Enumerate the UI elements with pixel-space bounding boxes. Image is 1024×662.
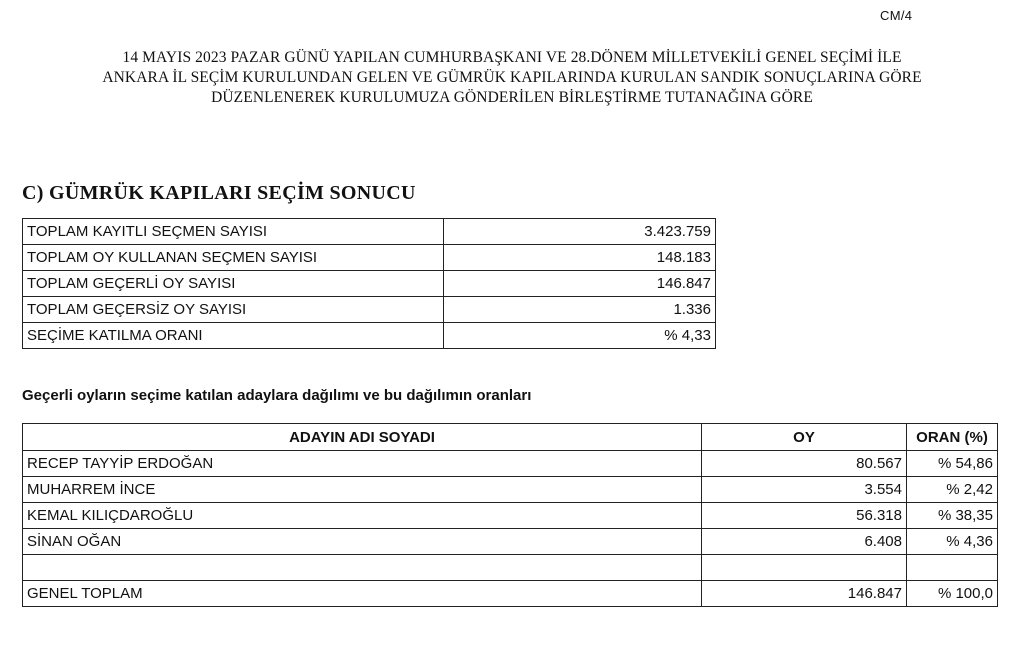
summary-row <box>23 271 716 297</box>
header-candidate-name: ADAYIN ADI SOYADI <box>23 424 702 451</box>
total-votes: 146.847 <box>702 581 907 607</box>
candidate-ratio: % 54,86 <box>907 451 998 477</box>
header-line-3: DÜZENLENEREK KURULUMUZA GÖNDERİLEN BİRLEŞTİRME TUTANAĞINA GÖRE <box>211 89 813 106</box>
table-row <box>23 503 998 529</box>
summary-row <box>23 323 716 349</box>
document-code: CM/4 <box>880 8 913 23</box>
summary-row <box>23 297 716 323</box>
summary-table <box>22 218 716 349</box>
candidate-votes: 6.408 <box>702 529 907 555</box>
candidate-ratio: % 38,35 <box>907 503 998 529</box>
summary-label: TOPLAM GEÇERLİ OY SAYISI <box>23 271 444 297</box>
candidate-votes <box>702 555 907 581</box>
header-ratio: ORAN (%) <box>907 424 998 451</box>
table-row <box>23 451 998 477</box>
header-votes: OY <box>702 424 907 451</box>
summary-value: 148.183 <box>444 245 716 271</box>
table-header-row <box>23 424 998 451</box>
summary-value: 3.423.759 <box>444 219 716 245</box>
candidate-name <box>23 555 702 581</box>
empty-table-row <box>23 555 998 581</box>
summary-value: 1.336 <box>444 297 716 323</box>
summary-row <box>23 219 716 245</box>
table-row <box>23 529 998 555</box>
summary-label: SEÇİME KATILMA ORANI <box>23 323 444 349</box>
candidate-votes: 80.567 <box>702 451 907 477</box>
header-line-2: ANKARA İL SEÇİM KURULUNDAN GELEN VE GÜMRÜK KAPILARINDA KURULAN SANDIK SONUÇLARINA GÖRE <box>102 69 922 86</box>
distribution-caption: Geçerli oyların seçime katılan adaylara dağılımı ve bu dağılımın oranları <box>22 387 532 404</box>
summary-label: TOPLAM GEÇERSİZ OY SAYISI <box>23 297 444 323</box>
total-row <box>23 581 998 607</box>
total-ratio: % 100,0 <box>907 581 998 607</box>
candidate-distribution-table <box>22 423 998 607</box>
total-label: GENEL TOPLAM <box>23 581 702 607</box>
candidate-name: KEMAL KILIÇDAROĞLU <box>23 503 702 529</box>
candidate-ratio: % 4,36 <box>907 529 998 555</box>
candidate-votes: 56.318 <box>702 503 907 529</box>
table-row <box>23 477 998 503</box>
summary-value: % 4,33 <box>444 323 716 349</box>
candidate-name: MUHARREM İNCE <box>23 477 702 503</box>
summary-label: TOPLAM OY KULLANAN SEÇMEN SAYISI <box>23 245 444 271</box>
document-header <box>0 48 1024 108</box>
candidate-ratio <box>907 555 998 581</box>
summary-row <box>23 245 716 271</box>
candidate-votes: 3.554 <box>702 477 907 503</box>
candidate-ratio: % 2,42 <box>907 477 998 503</box>
candidate-name: SİNAN OĞAN <box>23 529 702 555</box>
header-line-1: 14 MAYIS 2023 PAZAR GÜNÜ YAPILAN CUMHURBAŞKANI VE 28.DÖNEM MİLLETVEKİLİ GENEL SEÇİMİ İLE <box>122 49 902 66</box>
section-title: C) GÜMRÜK KAPILARI SEÇİM SONUCU <box>22 182 416 204</box>
summary-value: 146.847 <box>444 271 716 297</box>
summary-label: TOPLAM KAYITLI SEÇMEN SAYISI <box>23 219 444 245</box>
candidate-name: RECEP TAYYİP ERDOĞAN <box>23 451 702 477</box>
